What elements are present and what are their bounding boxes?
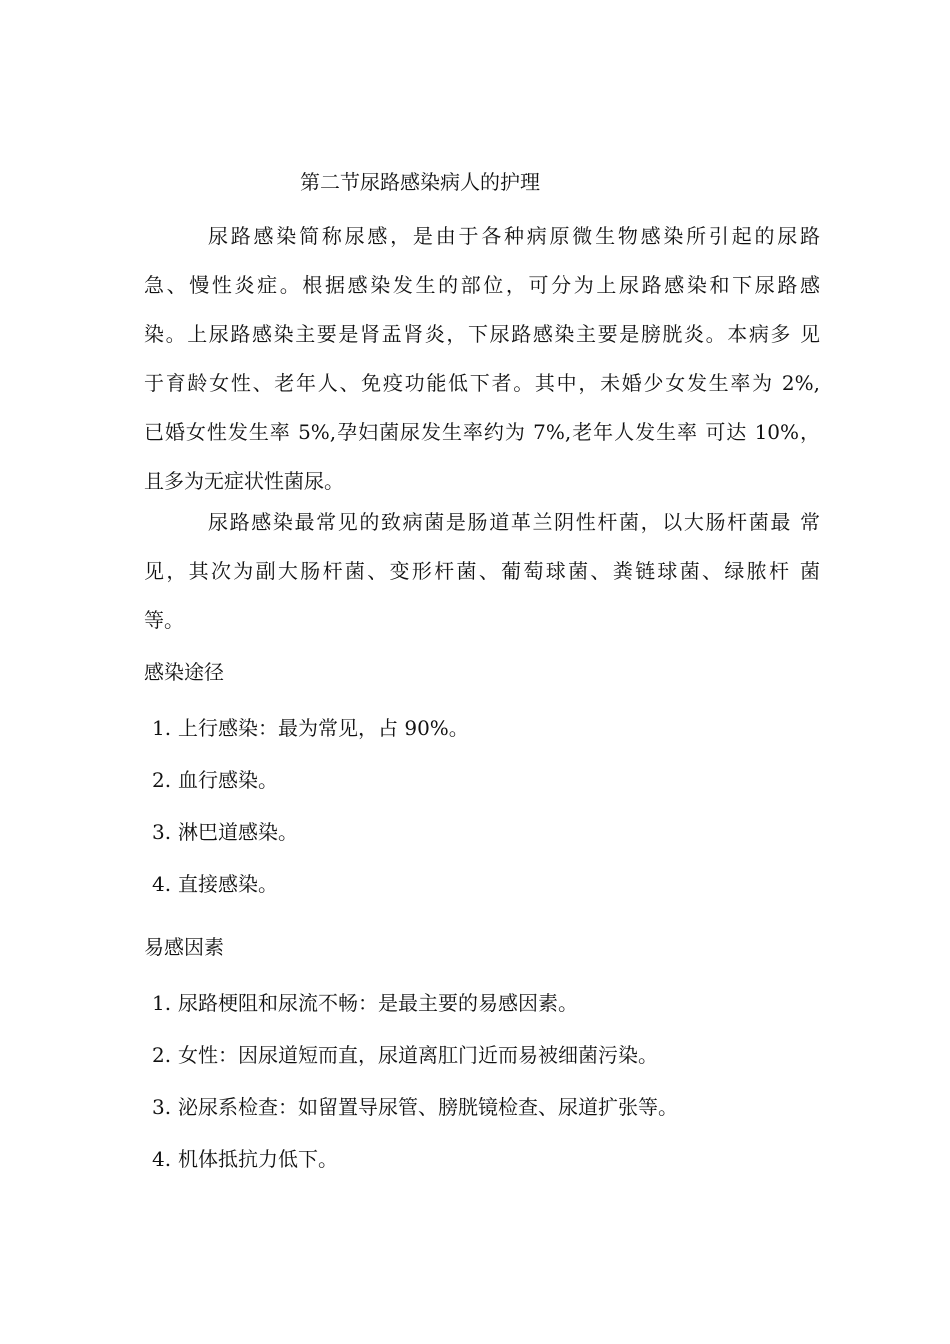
infection-routes-list [152,716,469,924]
risk-factors-list [152,991,678,1199]
paragraph-line: 尿路感染简称尿感，是由于各种病原微生物感染所引起的尿路 [208,224,820,248]
list-item-text: 上行感染：最为常见，占 90%。 [178,716,469,740]
list-item-text: 尿路梗阻和尿流不畅：是最主要的易感因素。 [178,991,578,1015]
list-item [152,991,678,1043]
list-item-text: 血行感染。 [178,768,278,792]
section-heading-risk-factors: 易感因素 [144,935,224,959]
paragraph-line: 见，其次为副大肠杆菌、变形杆菌、葡萄球菌、粪链球菌、绿脓杆 菌 [144,559,820,583]
paragraph-line: 急、慢性炎症。根据感染发生的部位，可分为上尿路感染和下尿路感 [144,273,820,297]
list-item [152,1043,678,1095]
paragraph-line: 且多为无症状性菌尿。 [144,469,344,493]
list-number: 2. [152,1043,172,1067]
paragraph-overview [144,212,820,506]
list-item [152,1147,678,1199]
list-item-text: 女性：因尿道短而直，尿道离肛门近而易被细菌污染。 [178,1043,658,1067]
list-number: 1. [152,716,172,740]
paragraph-line: 等。 [144,608,184,632]
list-item-text: 淋巴道感染。 [178,820,298,844]
list-number: 2. [152,768,172,792]
section-heading-infection-routes: 感染途径 [144,660,224,684]
list-number: 3. [152,820,172,844]
list-item [152,716,469,768]
list-item [152,768,469,820]
paragraph-line: 染。上尿路感染主要是肾盂肾炎，下尿路感染主要是膀胱炎。本病多 见 [144,322,820,346]
list-item [152,1095,678,1147]
paragraph-pathogens [144,498,820,645]
list-item [152,820,469,872]
list-number: 4. [152,872,172,896]
paragraph-line: 尿路感染最常见的致病菌是肠道革兰阴性杆菌，以大肠杆菌最 常 [208,510,820,534]
list-number: 4. [152,1147,172,1171]
list-number: 3. [152,1095,172,1119]
paragraph-line: 已婚女性发生率 5%,孕妇菌尿发生率约为 7%,老年人发生率 可达 10%， [144,420,820,444]
page-title: 第二节尿路感染病人的护理 [300,170,540,194]
list-number: 1. [152,991,172,1015]
list-item-text: 泌尿系检查：如留置导尿管、膀胱镜检查、尿道扩张等。 [178,1095,678,1119]
list-item [152,872,469,924]
paragraph-line: 于育龄女性、老年人、免疫功能低下者。其中，未婚少女发生率为 2%, [144,371,820,395]
list-item-text: 直接感染。 [178,872,278,896]
list-item-text: 机体抵抗力低下。 [178,1147,338,1171]
